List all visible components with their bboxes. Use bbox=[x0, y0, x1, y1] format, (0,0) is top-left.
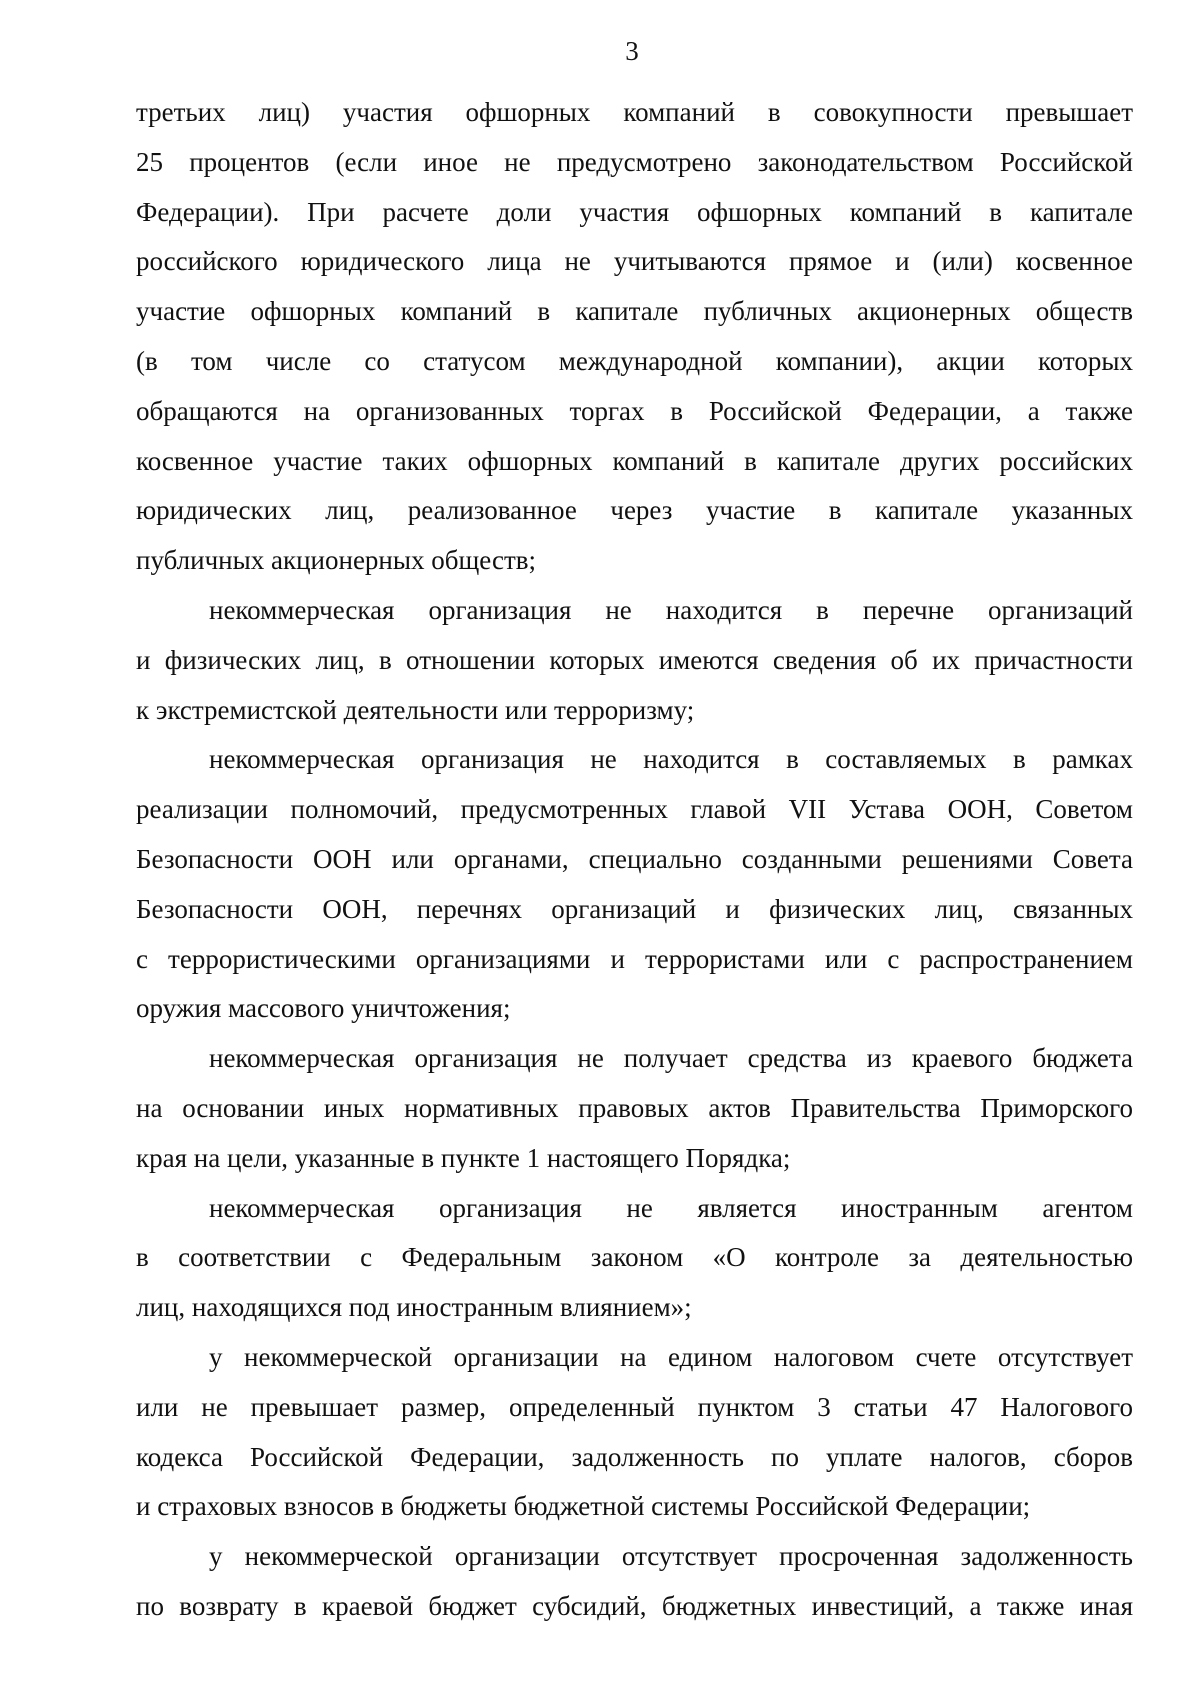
text-line: у некоммерческой организации отсутствует просроченная задолженность bbox=[209, 1541, 1133, 1572]
text-line: некоммерческая организация не находится в перечне организаций bbox=[209, 594, 1133, 625]
text-line: 25 процентов (если иное не предусмотрено законодательством Российской bbox=[136, 146, 1133, 177]
document-body bbox=[136, 88, 1133, 1632]
text-line: края на цели, указанные в пункте 1 настоящего Порядка; bbox=[136, 1142, 791, 1173]
text-line: обращаются на организованных торгах в Российской Федерации, а также bbox=[136, 395, 1133, 426]
paragraph-foreign-agent bbox=[136, 1184, 1133, 1333]
text-line: к экстремистской деятельности или терроризму; bbox=[136, 694, 695, 725]
text-line: и физических лиц, в отношении которых имеются сведения об их причастности bbox=[136, 644, 1133, 675]
text-line: по возврату в краевой бюджет субсидий, бюджетных инвестиций, а также иная bbox=[136, 1590, 1133, 1621]
text-line: участие офшорных компаний в капитале публичных акционерных обществ bbox=[136, 296, 1133, 327]
text-line: третьих лиц) участия офшорных компаний в совокупности превышает bbox=[136, 97, 1133, 127]
text-line: оружия массового уничтожения; bbox=[136, 993, 511, 1024]
text-line: или не превышает размер, определенный пунктом 3 статьи 47 Налогового bbox=[136, 1391, 1133, 1422]
text-line: (в том числе со статусом международной компании), акции которых bbox=[136, 345, 1133, 376]
paragraph-tax-debt bbox=[136, 1333, 1133, 1532]
text-line: реализации полномочий, предусмотренных главой VII Устава ООН, Советом bbox=[136, 794, 1133, 825]
text-line: некоммерческая организация не является иностранным агентом bbox=[209, 1192, 1133, 1223]
text-line: лиц, находящихся под иностранным влиянием»; bbox=[136, 1292, 692, 1323]
text-line: в соответствии с Федеральным законом «О контроле за деятельностью bbox=[136, 1242, 1133, 1273]
text-line: российского юридического лица не учитываются прямое и (или) косвенное bbox=[136, 246, 1133, 277]
paragraph-regional-budget-funds bbox=[136, 1034, 1133, 1183]
text-line: Федерации). При расчете доли участия офшорных компаний в капитале bbox=[136, 196, 1133, 227]
text-line: некоммерческая организация не получает средства из краевого бюджета bbox=[209, 1043, 1133, 1074]
text-line: некоммерческая организация не находится в составляемых в рамках bbox=[209, 744, 1133, 775]
text-line: кодекса Российской Федерации, задолженность по уплате налогов, сборов bbox=[136, 1441, 1133, 1472]
paragraph-extremism-list bbox=[136, 586, 1133, 735]
text-line: публичных акционерных обществ; bbox=[136, 545, 536, 576]
text-line: юридических лиц, реализованное через участие в капитале указанных bbox=[136, 495, 1133, 526]
text-line: с террористическими организациями и террористами или с распространением bbox=[136, 943, 1133, 974]
paragraph-un-security-council-lists bbox=[136, 735, 1133, 1034]
text-line: Безопасности ООН, перечнях организаций и физических лиц, связанных bbox=[136, 893, 1133, 924]
text-line: косвенное участие таких офшорных компаний в капитале других российских bbox=[136, 445, 1133, 476]
page-number: 3 bbox=[625, 36, 639, 66]
text-line: у некоммерческой организации на едином налоговом счете отсутствует bbox=[209, 1341, 1133, 1372]
paragraph-overdue-debt bbox=[136, 1532, 1133, 1632]
text-line: и страховых взносов в бюджеты бюджетной системы Российской Федерации; bbox=[136, 1491, 1031, 1522]
paragraph-offshore-participation bbox=[136, 88, 1133, 586]
text-line: на основании иных нормативных правовых актов Правительства Приморского bbox=[136, 1092, 1133, 1123]
text-line: Безопасности ООН или органами, специально созданными решениями Совета bbox=[136, 843, 1133, 874]
